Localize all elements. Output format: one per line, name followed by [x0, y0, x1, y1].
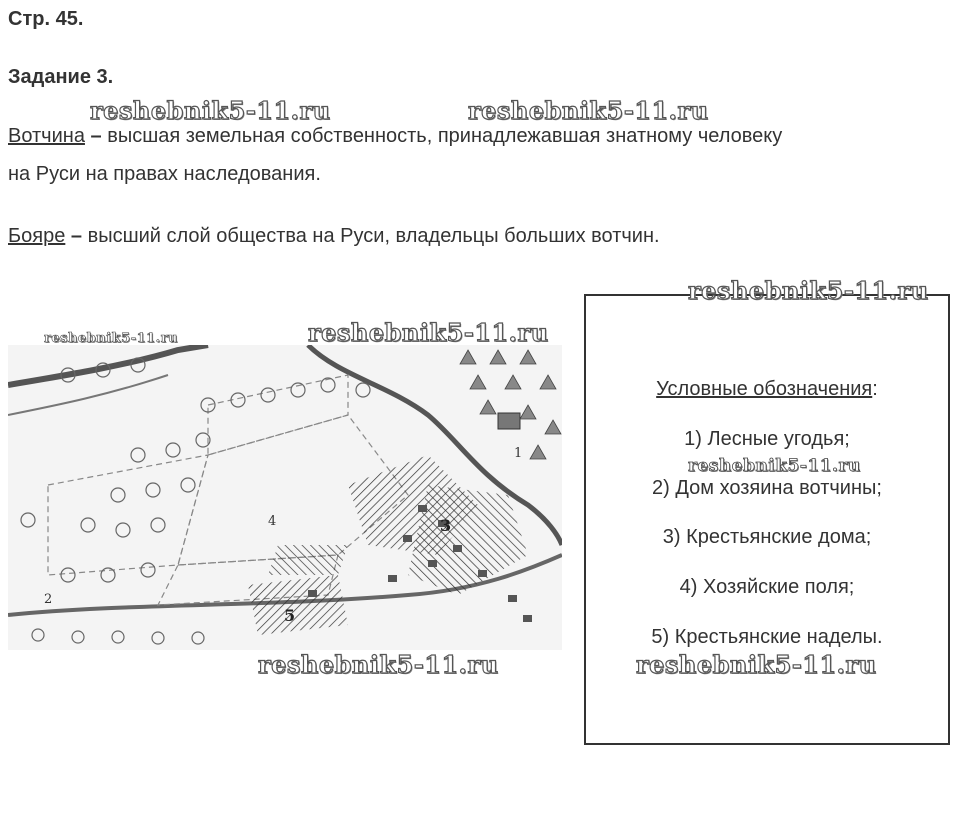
- legend-title-text: Условные обозначения: [656, 378, 873, 400]
- definition-boyare: [8, 224, 660, 248]
- map-label: 5: [284, 606, 296, 625]
- term-votchina: Вотчина: [8, 125, 85, 147]
- watermark: reshebnik5-11.ru: [308, 318, 549, 347]
- definition-dash: –: [70, 225, 83, 247]
- definition-dash: –: [90, 125, 102, 147]
- watermark: reshebnik5-11.ru: [44, 331, 179, 346]
- term-boyare: Бояре: [8, 225, 66, 247]
- watermark: reshebnik5-11.ru: [688, 456, 861, 476]
- watermark: reshebnik5-11.ru: [636, 650, 877, 679]
- map-label: 4: [268, 514, 277, 529]
- watermark: reshebnik5-11.ru: [688, 276, 929, 305]
- legend-item: 2) Дом хозяина вотчины;: [652, 477, 882, 499]
- watermark: reshebnik5-11.ru: [468, 96, 709, 125]
- legend-title: [586, 378, 948, 401]
- map-label: 3: [440, 516, 452, 535]
- legend-title-colon: :: [872, 378, 878, 400]
- definition-text: высшая земельная собственность, принадлежавшая знатному человеку: [101, 125, 783, 147]
- definition-votchina: [8, 124, 782, 148]
- legend-item: 4) Хозяйские поля;: [679, 576, 855, 598]
- task-heading: Задание 3.: [8, 66, 114, 88]
- watermark: reshebnik5-11.ru: [90, 96, 331, 125]
- legend-item: 3) Крестьянские дома;: [662, 526, 872, 548]
- watermark: reshebnik5-11.ru: [258, 650, 499, 679]
- map-label: 2: [44, 592, 53, 607]
- votchina-map: [8, 345, 562, 650]
- page-number: Стр. 45.: [8, 8, 84, 30]
- definition-text: высший слой общества на Руси, владельцы больших вотчин.: [82, 225, 660, 247]
- definition-votchina-cont: на Руси на правах наследования.: [8, 163, 321, 185]
- legend-item: 1) Лесные угодья;: [684, 428, 850, 450]
- map-label: 1: [514, 446, 523, 461]
- legend-item: 5) Крестьянские наделы.: [651, 626, 883, 648]
